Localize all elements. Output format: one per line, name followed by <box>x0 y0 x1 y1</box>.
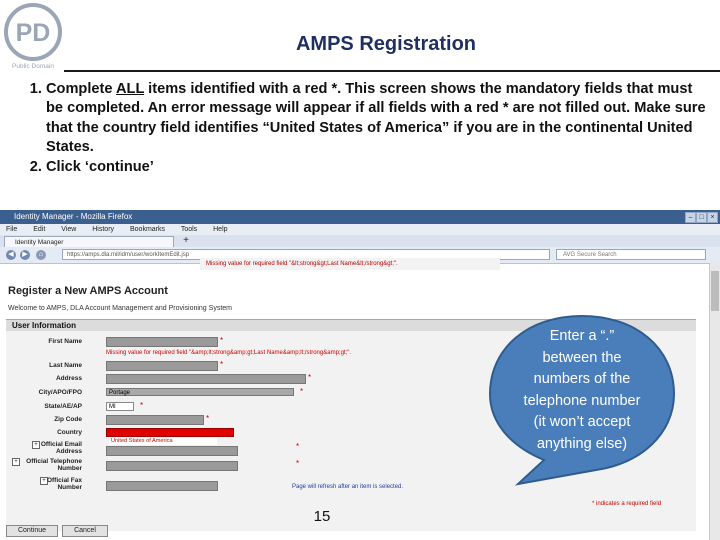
required-marker: * <box>140 401 144 410</box>
menu-bar <box>0 224 720 235</box>
menu-help[interactable]: Help <box>213 226 228 233</box>
menu-edit[interactable]: Edit <box>33 226 46 233</box>
required-marker: * <box>296 459 300 468</box>
welcome-text: Welcome to AMPS, DLA Account Management and Provisioning System <box>8 305 232 312</box>
state-select[interactable]: MI <box>106 402 134 411</box>
city-label: City/APO/FPO <box>38 389 82 396</box>
tab-identity-manager[interactable]: Identity Manager <box>4 236 174 247</box>
menu-view[interactable]: View <box>61 226 77 233</box>
required-note: * indicates a required field <box>592 501 662 507</box>
callout-line: anything else) <box>536 435 628 452</box>
required-marker: * <box>220 360 224 369</box>
forward-icon[interactable]: ▶ <box>20 250 30 260</box>
new-tab-button[interactable]: + <box>183 235 189 246</box>
maximize-icon[interactable]: □ <box>696 212 707 223</box>
home-icon[interactable]: ⌂ <box>36 250 46 260</box>
email-label-line2: Address <box>55 448 82 455</box>
phone-format-callout <box>488 314 676 476</box>
address-field[interactable] <box>106 374 306 384</box>
last-name-error: Missing value for required field "&amp;lt;strong&amp;gt;Last Name&amp;lt;/strong&amp;gt;". <box>106 350 352 356</box>
required-marker: * <box>300 387 304 396</box>
tab-bar <box>0 235 720 247</box>
instruction-list <box>22 80 706 177</box>
first-name-field[interactable] <box>106 337 218 347</box>
window-titlebar <box>0 210 720 224</box>
required-marker: * <box>308 373 312 382</box>
cancel-button[interactable]: Cancel <box>62 525 108 537</box>
email-label <box>41 441 82 455</box>
scrollbar-thumb[interactable] <box>711 271 719 311</box>
telephone-field[interactable] <box>106 461 238 471</box>
menu-bookmarks[interactable]: Bookmarks <box>129 226 165 233</box>
zip-field[interactable] <box>106 415 204 425</box>
instruction-step-2: 2. Click ‘continue’ <box>46 158 706 177</box>
country-select[interactable] <box>106 428 234 444</box>
instruction-step-1 <box>46 80 706 158</box>
phone-label-line1: Official Telephone <box>26 458 82 465</box>
last-name-field[interactable] <box>106 361 218 371</box>
url-bar[interactable]: https://amps.dla.mil/idm/user/workItemEdit.jsp <box>62 249 550 260</box>
menu-history[interactable]: History <box>92 226 115 233</box>
back-icon[interactable]: ◀ <box>6 250 16 260</box>
fax-field[interactable] <box>106 481 218 491</box>
fax-label-line2: Number <box>57 484 82 491</box>
vertical-scrollbar[interactable] <box>709 263 720 540</box>
required-marker: * <box>220 336 224 345</box>
expand-icon[interactable]: + <box>32 441 40 449</box>
required-marker: * <box>206 414 210 423</box>
minimize-icon[interactable]: – <box>685 212 696 223</box>
menu-tools[interactable]: Tools <box>180 226 198 233</box>
logo-caption: Public Domain <box>12 63 54 70</box>
last-name-label: Last Name <box>49 362 82 369</box>
step1-text-a: Complete <box>46 81 117 97</box>
close-icon[interactable]: × <box>707 212 718 223</box>
step1-text-c: items identified with a red *. This screen shows the mandatory fields that must be completed. An error message will appear if all fields with a red * are not filled out. Make sure that the country field identifies “United States of America” if you are in the continental United States. <box>46 81 706 156</box>
page-number: 15 <box>313 508 331 525</box>
first-name-label: First Name <box>48 338 82 345</box>
refresh-note: Page will refresh after an item is selected. <box>292 484 404 490</box>
callout-line: numbers of the <box>533 371 631 387</box>
top-error-message: Missing value for required field "&lt;strong&gt;Last Name&lt;/strong&gt;". <box>200 258 500 270</box>
continue-button[interactable]: Continue <box>6 525 58 537</box>
zip-label: Zip Code <box>54 416 82 423</box>
expand-icon[interactable]: + <box>12 458 20 466</box>
country-value: United States of America <box>109 438 217 445</box>
expand-icon[interactable]: + <box>40 477 48 485</box>
logo-letters: PD <box>15 19 51 47</box>
section-user-information: User Information <box>6 319 696 331</box>
fax-label <box>47 477 82 491</box>
phone-label-line2: Number <box>57 465 82 472</box>
callout-line: (it won’t accept <box>533 414 631 430</box>
email-field[interactable] <box>106 446 238 456</box>
page-heading: Register a New AMPS Account <box>8 285 168 297</box>
slide-title: AMPS Registration <box>295 33 477 55</box>
step1-emphasis: ALL <box>116 81 145 97</box>
title-divider <box>64 70 720 72</box>
search-input[interactable]: AVG Secure Search <box>556 249 706 260</box>
address-label: Address <box>55 375 82 382</box>
callout-line: Enter a “.” <box>549 328 615 344</box>
country-label: Country <box>57 429 82 436</box>
menu-file[interactable]: File <box>6 226 18 233</box>
email-label-line1: Official Email <box>40 441 82 448</box>
fax-label-line1: Official Fax <box>46 477 82 484</box>
required-marker: * <box>296 442 300 451</box>
callout-line: between the <box>542 349 622 366</box>
state-label: State/AE/AP <box>44 403 82 410</box>
callout-line: telephone number <box>523 392 641 409</box>
city-field[interactable]: Portage <box>106 388 294 396</box>
phone-label <box>26 458 82 472</box>
callout-text <box>488 326 676 455</box>
window-title: Identity Manager - Mozilla Firefox <box>14 212 133 221</box>
